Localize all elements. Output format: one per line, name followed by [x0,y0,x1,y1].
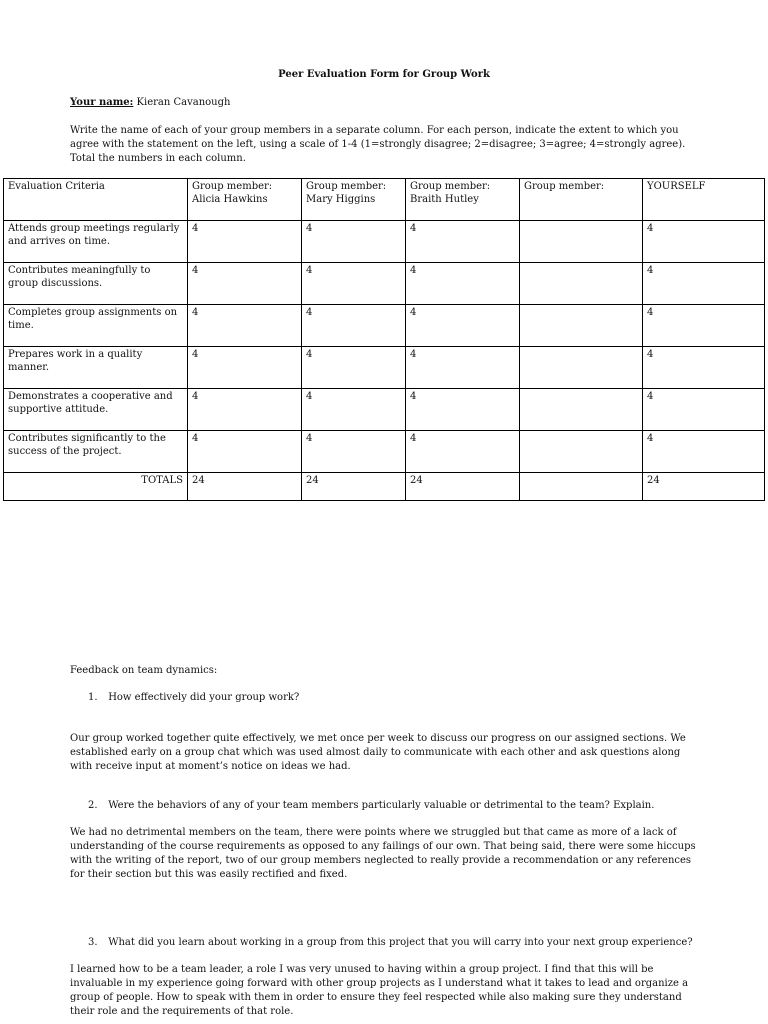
score-cell: 4 [406,263,520,305]
header-member-mary: Group member: Mary Higgins [302,179,406,221]
answer-2: We had no detrimental members on the team, there were points where we struggled but that came as more of a lack of understanding of the course requirements as opposed to any failings of our own. That being said, there were some hiccups with the writing of the report, two of our group members neglected to really provide a recommendation or any references for their section but this was easily rectified and fixed. [70,827,696,880]
form-title: Peer Evaluation Form for Group Work [278,69,490,80]
table-row [4,305,765,347]
question-number: 3. [88,937,98,948]
score-cell: 4 [302,305,406,347]
score-cell [520,221,643,263]
question-text: Were the behaviors of any of your team members particularly valuable or detrimental to the team? Explain. [108,800,655,811]
total-cell: 24 [643,473,765,501]
criterion-cell: Attends group meetings regularly and arrives on time. [4,221,188,263]
score-cell: 4 [643,305,765,347]
score-cell: 4 [643,263,765,305]
table-row [4,263,765,305]
question-2 [88,799,654,813]
criterion-cell: Contributes significantly to the success of the project. [4,431,188,473]
evaluation-table [3,178,765,501]
name-value: Kieran Cavanough [136,97,231,108]
table-row [4,389,765,431]
total-cell: 24 [406,473,520,501]
score-cell: 4 [302,431,406,473]
name-label: Your name: [70,97,134,108]
header-member-alicia: Group member: Alicia Hawkins [188,179,302,221]
score-cell: 4 [643,389,765,431]
total-cell: 24 [302,473,406,501]
answer-3: I learned how to be a team leader, a role I was very unused to having within a group project. I find that this will be invaluable in my experience going forward with other group projects as I understand what it takes to lead and organize a group of people. How to speak with them in order to ensure they feel respected while also making sure they understand their role and the requirements of that role. [70,964,689,1017]
question-text: How effectively did your group work? [108,692,300,703]
question-3 [88,936,693,950]
criterion-cell: Prepares work in a quality manner. [4,347,188,389]
score-cell [520,305,643,347]
table-row [4,347,765,389]
header-member-blank: Group member: [520,179,643,221]
criterion-cell: Completes group assignments on time. [4,305,188,347]
score-cell [520,347,643,389]
score-cell: 4 [406,305,520,347]
score-cell [520,263,643,305]
score-cell: 4 [406,431,520,473]
header-evaluation-criteria: Evaluation Criteria [4,179,188,221]
question-number: 1. [88,692,98,703]
score-cell: 4 [643,347,765,389]
total-cell: 24 [188,473,302,501]
score-cell: 4 [643,221,765,263]
criterion-cell: Contributes meaningfully to group discussions. [4,263,188,305]
header-member-braith: Group member: Braith Hutley [406,179,520,221]
table-row [4,221,765,263]
criterion-cell: Demonstrates a cooperative and supportive attitude. [4,389,188,431]
table-row [4,431,765,473]
score-cell: 4 [188,305,302,347]
score-cell: 4 [188,389,302,431]
score-cell [520,431,643,473]
score-cell: 4 [406,221,520,263]
score-cell: 4 [302,347,406,389]
totals-row [4,473,765,501]
question-text: What did you learn about working in a group from this project that you will carry into your next group experience? [108,937,693,948]
answer-1: Our group worked together quite effectively, we met once per week to discuss our progress on our assigned sections. We established early on a group chat which was used almost daily to communicate with each other and ask questions along with receive input at moment’s notice on ideas we had. [70,733,686,772]
name-line [70,97,230,108]
total-cell [520,473,643,501]
question-number: 2. [88,800,98,811]
score-cell: 4 [188,263,302,305]
score-cell: 4 [302,263,406,305]
score-cell: 4 [302,389,406,431]
header-yourself: YOURSELF [643,179,765,221]
instructions: Write the name of each of your group members in a separate column. For each person, indicate the extent to which you agree with the statement on the left, using a scale of 1-4 (1=strongly disagree; 2=disagree; 3=agree; 4=strongly agree). Total the numbers in each column. [70,125,686,164]
feedback-heading: Feedback on team dynamics: [70,665,218,676]
totals-label: TOTALS [4,473,188,501]
question-1 [88,691,299,705]
score-cell: 4 [188,431,302,473]
score-cell: 4 [406,347,520,389]
table-header-row [4,179,765,221]
score-cell: 4 [302,221,406,263]
score-cell: 4 [406,389,520,431]
score-cell: 4 [188,347,302,389]
score-cell: 4 [188,221,302,263]
score-cell [520,389,643,431]
score-cell: 4 [643,431,765,473]
